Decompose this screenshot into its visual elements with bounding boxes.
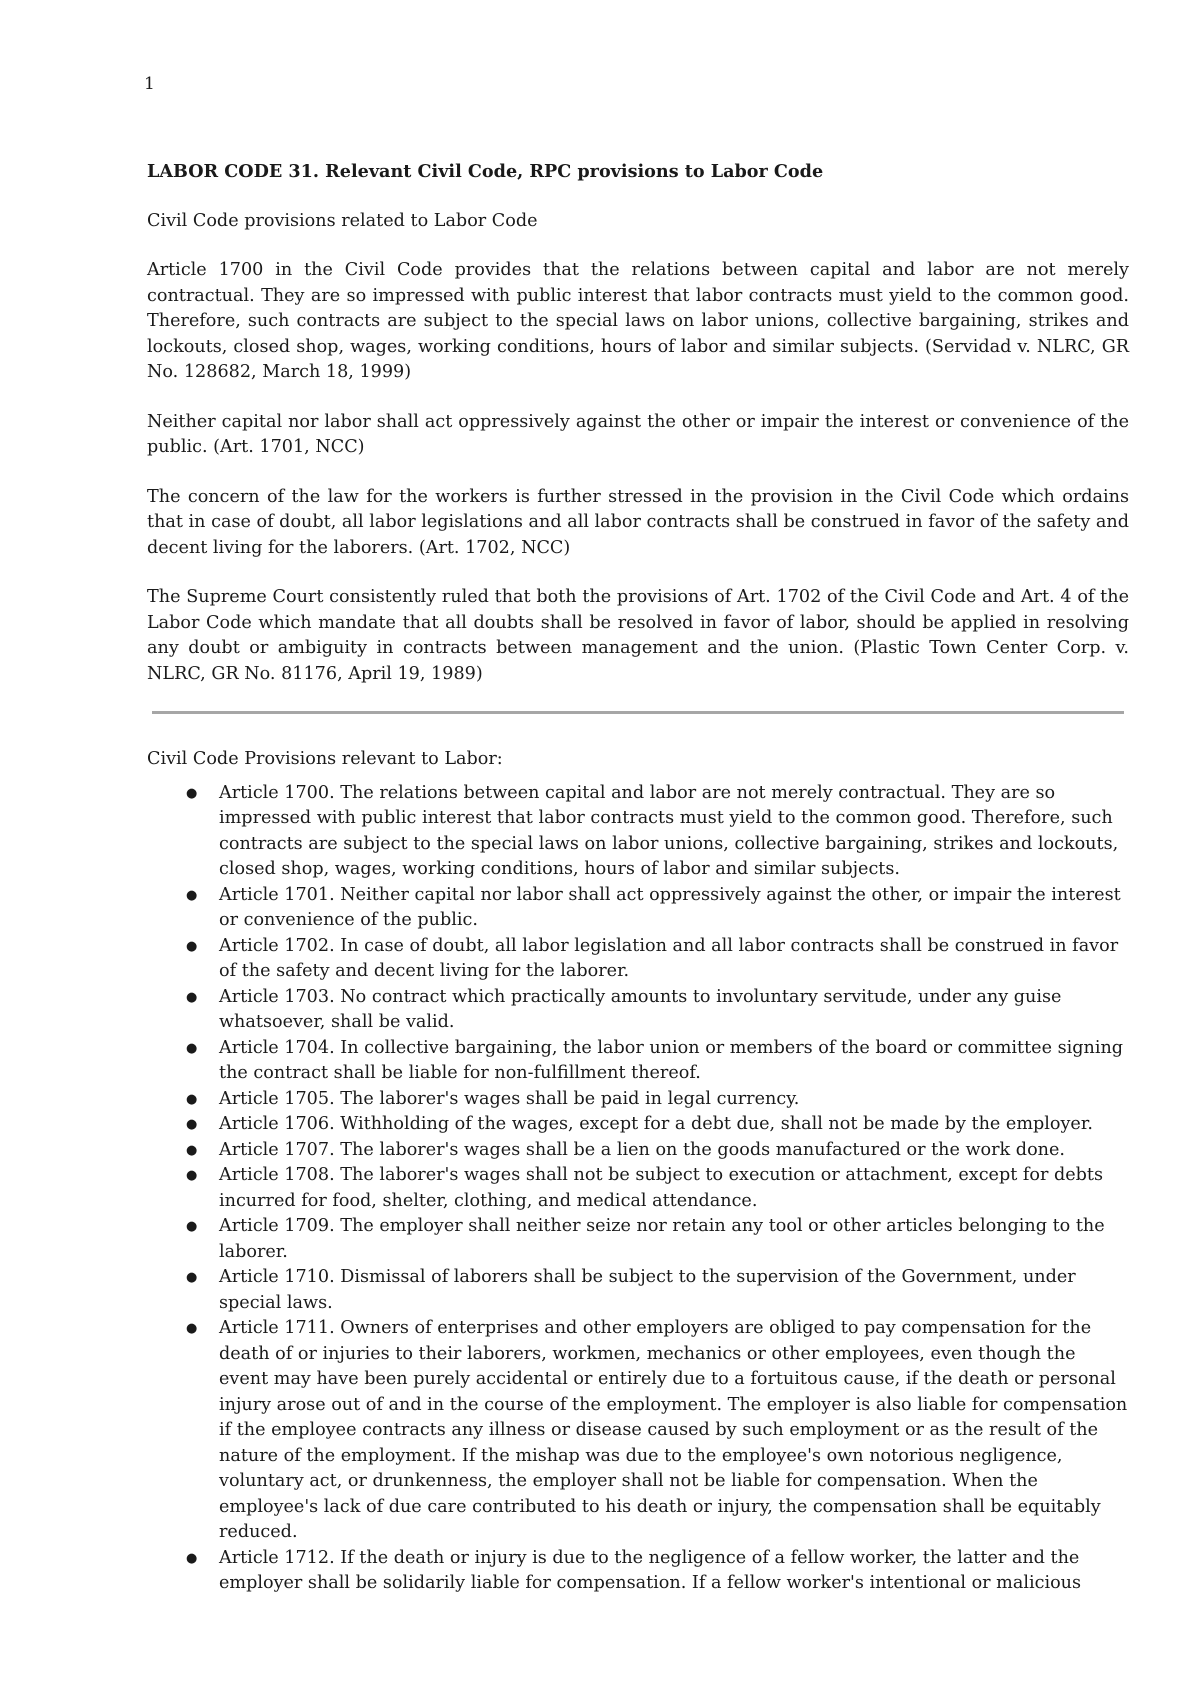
provision-text: Article 1711. Owners of enterprises and other employers are obliged to pay compensation for the death of or injuries to their laborers, workmen, mechanics or other employees, even though the event may have been purely accidental or entirely due to a fortuitous cause, if the death or personal injury arose out of and in the course of the employment. The employer is also liable for compensation if the employee contracts any illness or disease caused by such employment or as the result of the nature of the employment. If the mishap was due to the employee's own notorious negligence, voluntary act, or drunkenness, the employer shall not be liable for compensation. When the employee's lack of due care contributed to his death or injury, the compensation shall be equitably reduced.: [219, 1318, 1128, 1542]
provision-article-1701: [147, 883, 1129, 934]
document-title: LABOR CODE 31. Relevant Civil Code, RPC provisions to Labor Code: [147, 161, 824, 182]
provision-article-1703: [147, 985, 1129, 1036]
provision-text: Article 1704. In collective bargaining, the labor union or members of the board or committee signing the contract shall be liable for non-fulfillment thereof.: [219, 1037, 1124, 1083]
paragraph-article-1702-summary: The concern of the law for the workers is further stressed in the provision in the Civil Code which ordains that in case of doubt, all labor legislations and all labor contracts shall be construed in favor of the safety and decent living for the laborers. (Art. 1702, NCC): [147, 486, 1129, 558]
provision-text: Article 1703. No contract which practically amounts to involuntary servitude, under any guise whatsoever, shall be valid.: [219, 986, 1062, 1032]
provision-article-1707: [147, 1138, 1129, 1164]
document-body: [147, 159, 1129, 1597]
bullet-icon: ●: [186, 1550, 198, 1566]
section-subtitle: Civil Code provisions related to Labor Code: [147, 210, 538, 231]
provision-text: Article 1700. The relations between capital and labor are not merely contractual. They are so impressed with public interest that labor contracts must yield to the common good. Therefore, such contracts are subject to the special laws on labor unions, collective bargaining, strikes and lockouts, closed shop, wages, working conditions, hours of labor and similar subjects.: [219, 782, 1119, 879]
provision-text: Article 1705. The laborer's wages shall be paid in legal currency.: [219, 1088, 800, 1109]
provision-text: Article 1707. The laborer's wages shall be a lien on the goods manufactured or the work done.: [219, 1139, 1065, 1160]
bullet-icon: ●: [186, 1321, 198, 1336]
paragraph-article-1701-summary: Neither capital nor labor shall act oppressively against the other or impair the interest or convenience of the public. (Art. 1701, NCC): [147, 411, 1129, 457]
provision-article-1706: [147, 1112, 1129, 1138]
bullet-icon: ●: [186, 1168, 198, 1183]
bullet-icon: ●: [186, 1270, 198, 1285]
provision-text: Article 1709. The employer shall neither seize nor retain any tool or other articles belonging to the laborer.: [219, 1216, 1105, 1262]
provision-article-1712: [147, 1546, 1129, 1597]
provision-article-1702: [147, 934, 1129, 985]
bullet-icon: ●: [186, 1040, 198, 1056]
provision-article-1710: [147, 1265, 1129, 1316]
provision-article-1708: [147, 1163, 1129, 1214]
bullet-icon: ●: [186, 1117, 198, 1132]
horizontal-divider: [152, 711, 1124, 714]
paragraph-article-1700-summary: Article 1700 in the Civil Code provides that the relations between capital and labor are not merely contractual. They are so impressed with public interest that labor contracts must yield to the common good. Therefore, such contracts are subject to the special laws on labor unions, collective bargaining, strikes and lockouts, closed shop, wages, working conditions, hours of labor and similar subjects. (Servidad v. NLRC, GR No. 128682, March 18, 1999): [147, 260, 1129, 382]
bullet-icon: ●: [186, 989, 198, 1005]
bullet-icon: ●: [186, 1142, 198, 1158]
provision-text: Article 1706. Withholding of the wages, except for a debt due, shall not be made by the employer.: [219, 1114, 1093, 1134]
bullet-icon: ●: [186, 785, 198, 801]
provision-article-1709: [147, 1214, 1129, 1265]
paragraph-supreme-court-ruling: The Supreme Court consistently ruled that both the provisions of Art. 1702 of the Civil Code and Art. 4 of the Labor Code which mandate that all doubts shall be resolved in favor of labor, should be applied in resolving any doubt or ambiguity in contracts between management and the union. (Plastic Town Center Corp. v. NLRC, GR No. 81176, April 19, 1989): [147, 587, 1129, 684]
bullet-icon: ●: [186, 1091, 198, 1107]
provisions-list-heading: Civil Code Provisions relevant to Labor:: [147, 749, 503, 769]
provision-article-1705: [147, 1087, 1129, 1113]
provision-text: Article 1708. The laborer's wages shall not be subject to execution or attachment, except for debts incurred for food, shelter, clothing, and medical attendance.: [219, 1165, 1104, 1211]
provision-article-1700: [147, 781, 1129, 883]
provision-text: Article 1701. Neither capital nor labor shall act oppressively against the other, or impair the interest or convenience of the public.: [219, 884, 1121, 930]
page-number: 1: [144, 74, 155, 94]
provisions-list: [147, 781, 1129, 1597]
provision-article-1704: [147, 1036, 1129, 1087]
bullet-icon: ●: [186, 887, 198, 903]
provision-text: Article 1702. In case of doubt, all labor legislation and all labor contracts shall be construed in favor of the safety and decent living for the laborer.: [219, 935, 1119, 981]
provision-article-1711: [147, 1316, 1129, 1546]
bullet-icon: ●: [186, 1219, 198, 1234]
provision-text: Article 1710. Dismissal of laborers shall be subject to the supervision of the Government, under special laws.: [219, 1267, 1076, 1313]
provision-text: Article 1712. If the death or injury is due to the negligence of a fellow worker, the latter and the employer shall be solidarily liable for compensation. If a fellow worker's intentional or malicious: [219, 1547, 1082, 1593]
bullet-icon: ●: [186, 938, 198, 954]
